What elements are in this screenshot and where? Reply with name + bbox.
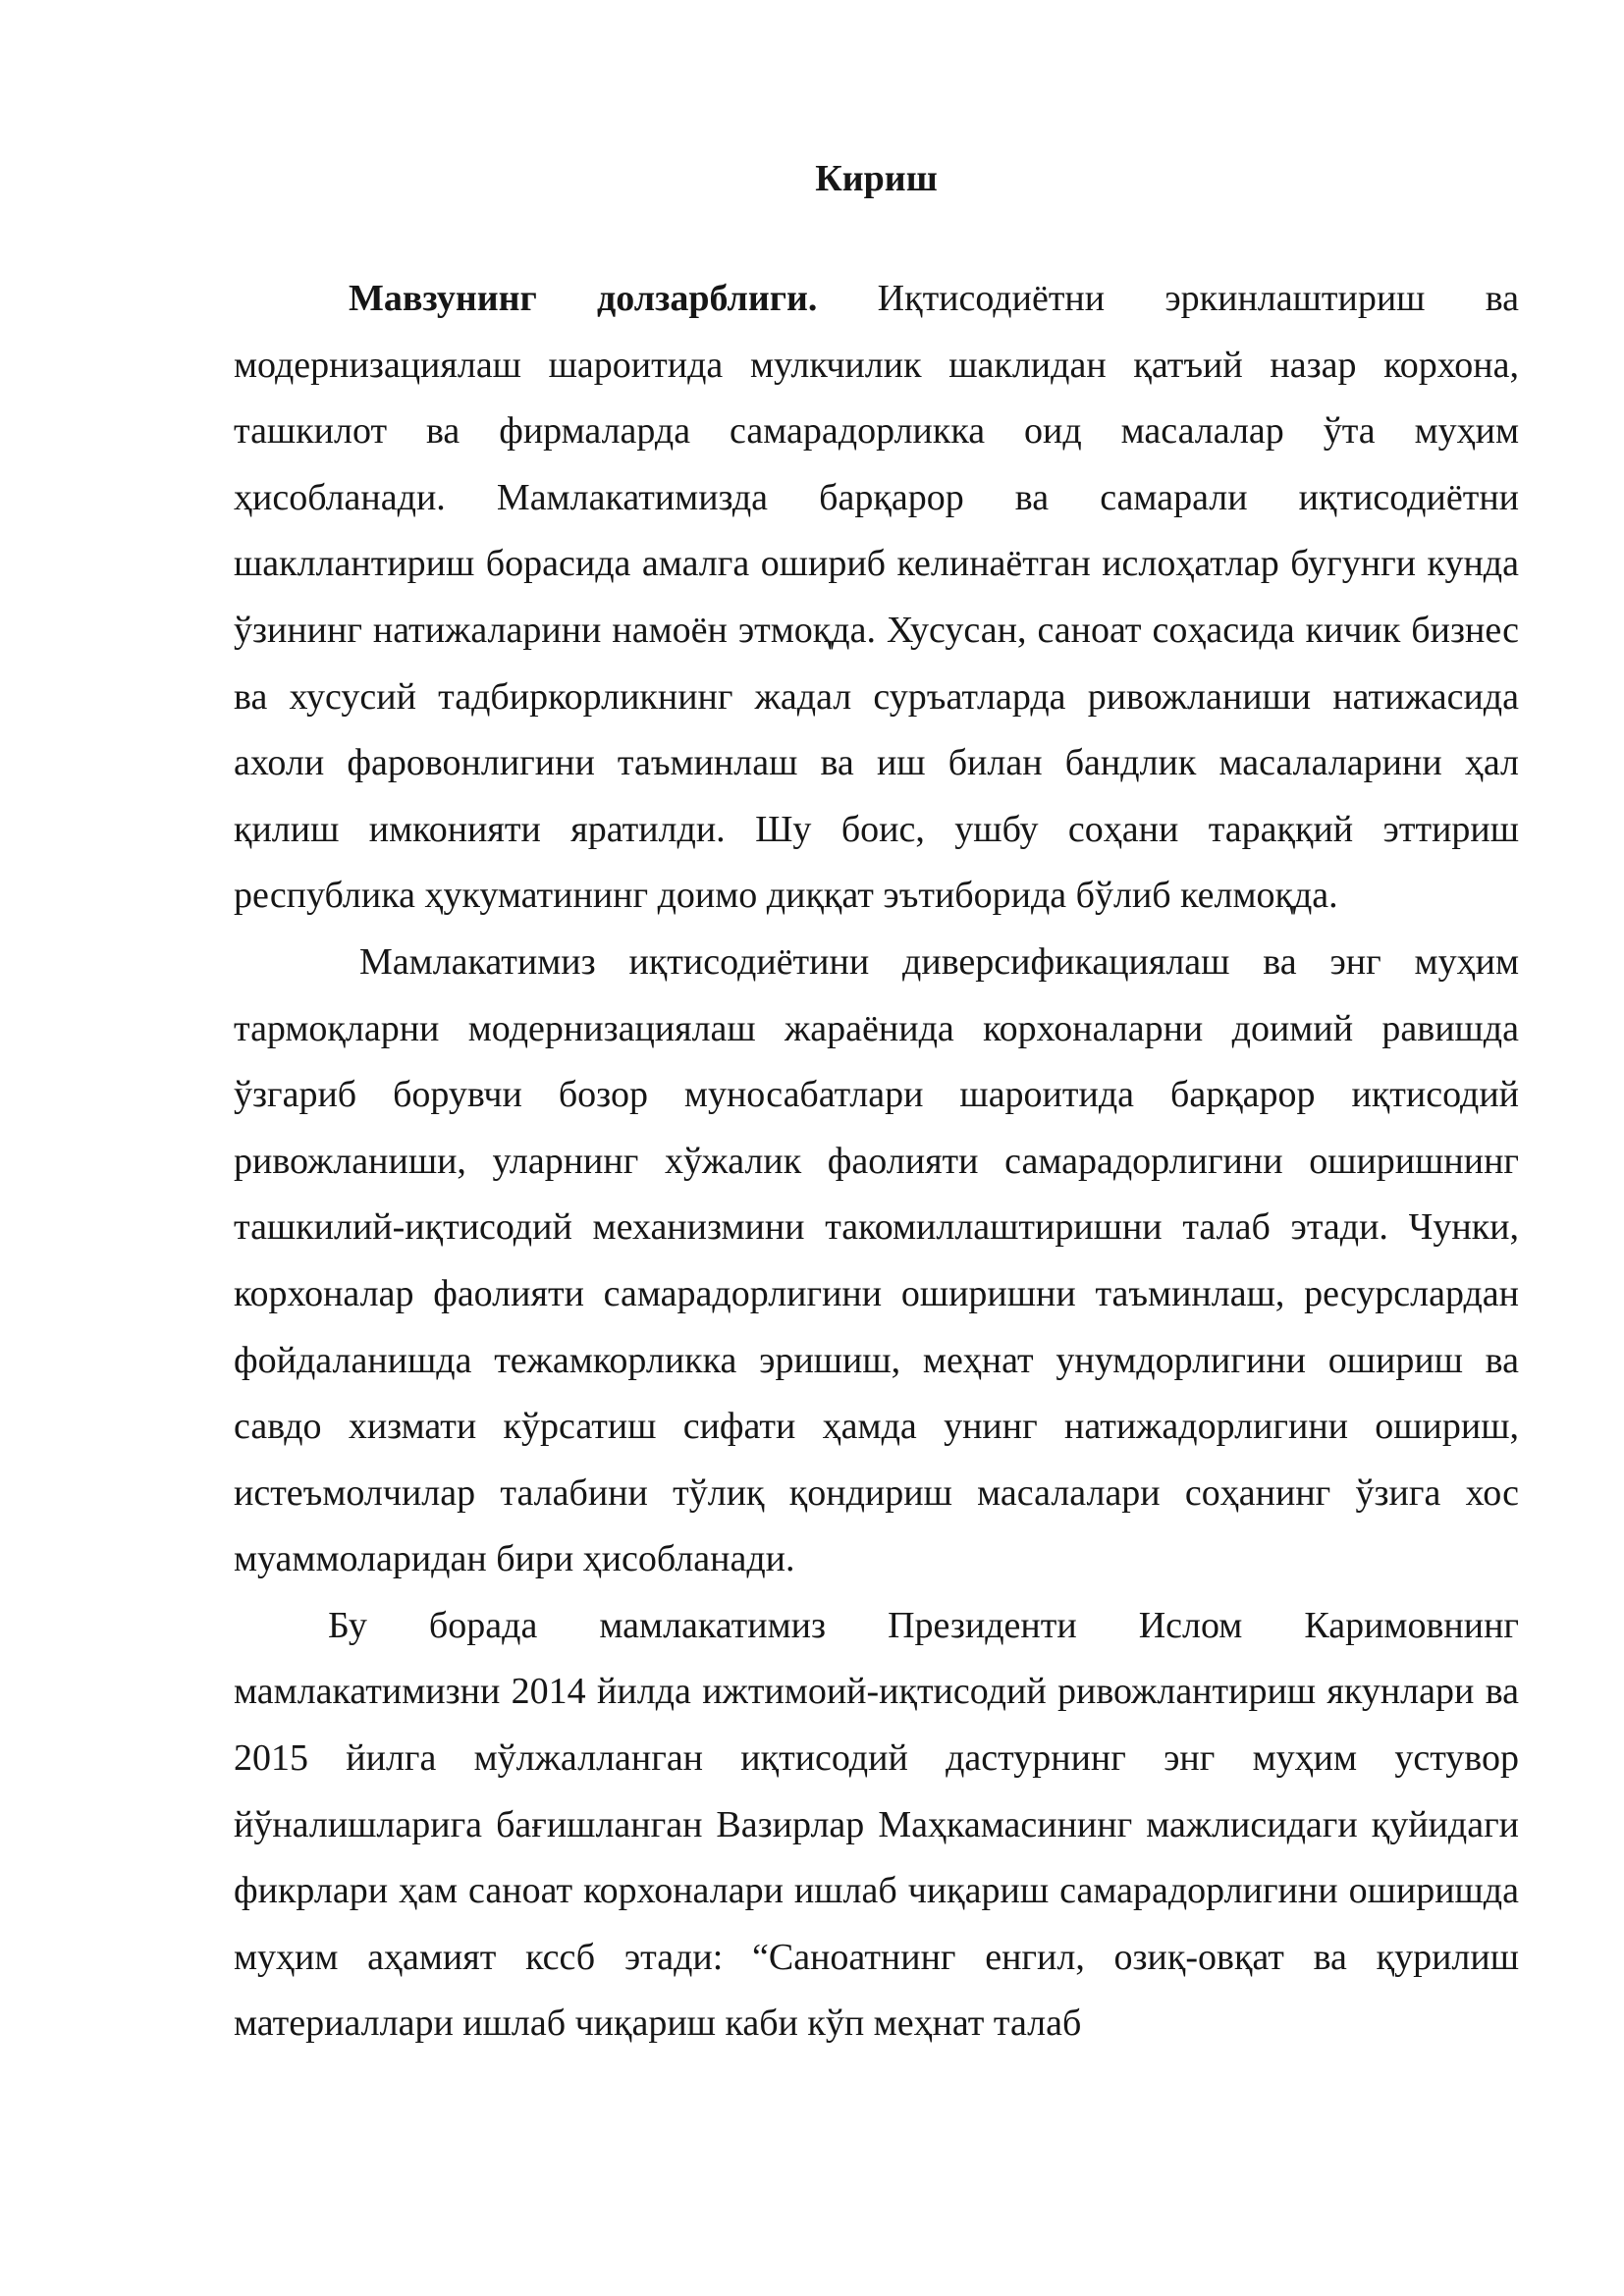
paragraph-text: Бу борада мамлакатимиз Президенти Ислом Каримовнинг мамлакатимизни 2014 йилда ижтимоий-иқтисодий ривожлантириш якунлари ва 2015 йилга мўлжалланган иқтисодий дастурнинг энг муҳим устувор йўналишларига бағишланган Вазирлар Маҳкамасининг мажлисидаги қуйидаги фикрлари ҳам саноат корхоналари ишлаб чиқариш самарадорлигини оширишда муҳим аҳамият кссб этади: “Саноатнинг енгил, озиқ-овқат ва қурилиш материаллари ишлаб чиқариш каби кўп меҳнат талаб <box>234 1604 1519 2045</box>
paragraph-text: Иқтисодиётни эркинлаштириш ва модернизациялаш шароитида мулкчилик шаклидан қатъий назар корхона, ташкилот ва фирмаларда самарадорликка оид масалалар ўта муҳим ҳисобланади. Мамлакатимизда барқарор ва самарали иқтисодиётни шакллантириш борасида амалга ошириб келинаётган ислоҳатлар бугунги кунда ўзининг натижаларини намоён этмоқда. Хусусан, саноат соҳасида кичик бизнес ва хусусий тадбиркорликнинг жадал суръатларда ривожланиши натижасида ахоли фаровонлигини таъминлаш ва иш билан бандлик масалаларини ҳал қилиш имконияти яратилди. Шу боис, ушбу соҳани тараққий эттириш республика ҳукуматининг доимо диққат эътиборида бўлиб келмоқда. <box>234 278 1519 917</box>
section-heading: Кириш <box>815 158 938 199</box>
body-text <box>234 266 1519 2057</box>
paragraph-president-quote <box>234 1593 1519 2057</box>
paragraph-relevance <box>234 266 1519 930</box>
paragraph-text: Мамлакатимиз иқтисодиётини диверсификациялаш ва энг муҳим тармоқларни модернизациялаш жараёнида корхоналарни доимий равишда ўзгариб борувчи бозор муносабатлари шароитида барқарор иқтисодий ривожланиши, уларнинг хўжалик фаолияти самарадорлигини оширишнинг ташкилий-иқтисодий механизмини такомиллаштиришни талаб этади. Чунки, корхоналар фаолияти самарадорлигини оширишни таъминлаш, ресурслардан фойдаланишда тежамкорликка эришиш, меҳнат унумдорлигини ошириш ва савдо хизмати кўрсатиш сифати ҳамда унинг натижадорлигини ошириш, истеъмолчилар талабини тўлиқ қондириш масалалари соҳанинг ўзига хос муаммоларидан бири ҳисобланади. <box>234 940 1519 1580</box>
paragraph-lead: Мавзунинг долзарблиги. <box>349 278 818 319</box>
paragraph-diversification <box>234 930 1519 1593</box>
